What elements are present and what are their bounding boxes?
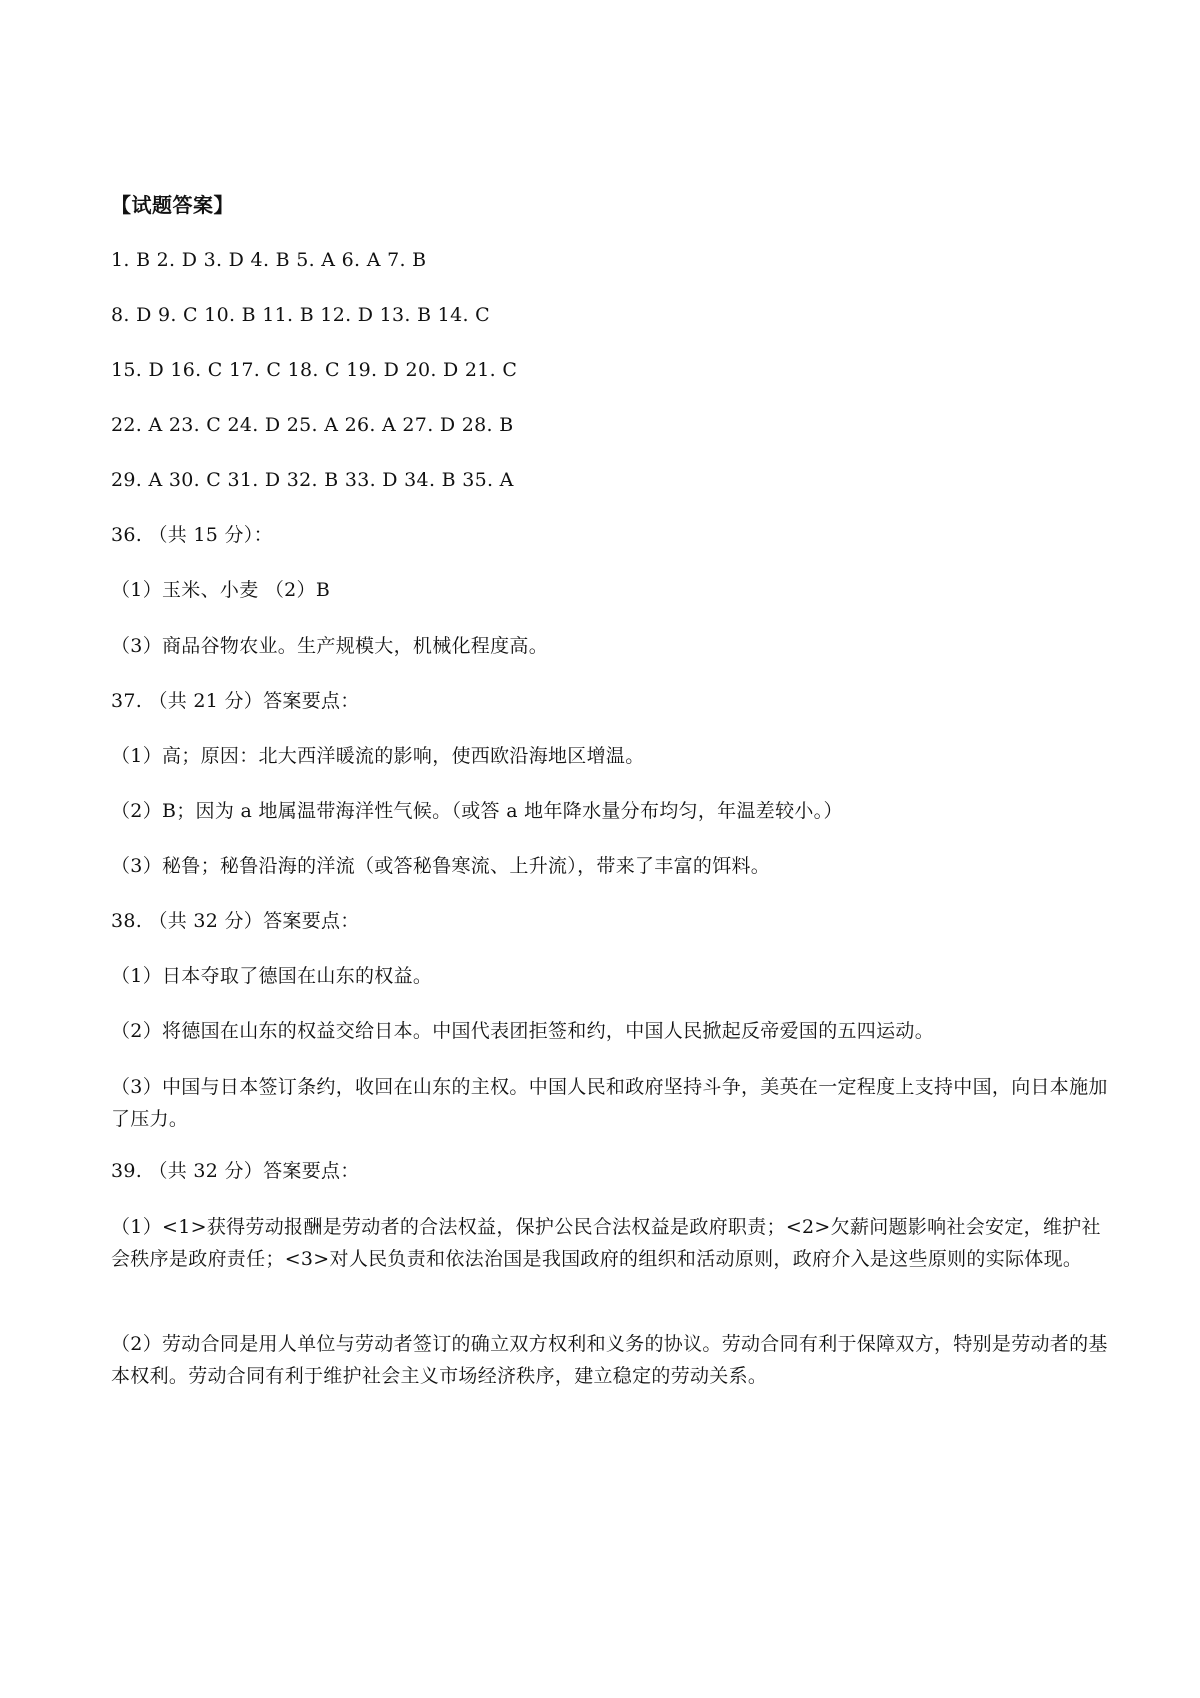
q39-title: 39. （共 32 分）答案要点： xyxy=(111,1160,360,1182)
mc-answers-line-5: 29. A 30. C 31. D 32. B 33. D 34. B 35. A xyxy=(111,469,514,491)
q39-answer-2: （2）劳动合同是用人单位与劳动者签订的确立双方权利和义务的协议。劳动合同有利于保障双方，特别是劳动者的基本权利。劳动合同有利于维护社会主义市场经济秩序，建立稳定的劳动关系。 xyxy=(111,1333,1108,1387)
q37-answer-2: （2）B；因为 a 地属温带海洋性气候。（或答 a 地年降水量分布均匀，年温差较小。） xyxy=(111,800,843,822)
page-heading: 【试题答案】 xyxy=(111,193,234,217)
q38-answer-2: （2）将德国在山东的权益交给日本。中国代表团拒签和约，中国人民掀起反帝爱国的五四运动。 xyxy=(111,1020,934,1042)
q39-answer-1: （1）<1>获得劳动报酬是劳动者的合法权益，保护公民合法权益是政府职责；<2>欠薪问题影响社会安定，维护社会秩序是政府责任；<3>对人民负责和依法治国是我国政府的组织和活动原则，政府介入是这些原则的实际体现。 xyxy=(111,1216,1101,1270)
q38-title: 38. （共 32 分）答案要点： xyxy=(111,910,360,932)
q37-answer-3: （3）秘鲁；秘鲁沿海的洋流（或答秘鲁寒流、上升流），带来了丰富的饵料。 xyxy=(111,855,771,877)
mc-answers-line-3: 15. D 16. C 17. C 18. C 19. D 20. D 21. C xyxy=(111,359,518,381)
q36-answer-3: （3）商品谷物农业。生产规模大，机械化程度高。 xyxy=(111,635,548,657)
q37-answer-1: （1）高；原因：北大西洋暖流的影响，使西欧沿海地区增温。 xyxy=(111,745,645,767)
q36-title: 36. （共 15 分）： xyxy=(111,524,273,546)
q37-title: 37. （共 21 分）答案要点： xyxy=(111,690,360,712)
mc-answers-line-4: 22. A 23. C 24. D 25. A 26. A 27. D 28. B xyxy=(111,414,514,436)
q36-answer-1: （1）玉米、小麦 （2）B xyxy=(111,579,331,601)
mc-answers-line-1: 1. B 2. D 3. D 4. B 5. A 6. A 7. B xyxy=(111,249,427,271)
q38-answer-3: （3）中国与日本签订条约，收回在山东的主权。中国人民和政府坚持斗争，美英在一定程度上支持中国，向日本施加了压力。 xyxy=(111,1076,1108,1130)
mc-answers-line-2: 8. D 9. C 10. B 11. B 12. D 13. B 14. C xyxy=(111,304,490,326)
q38-answer-1: （1）日本夺取了德国在山东的权益。 xyxy=(111,965,433,987)
